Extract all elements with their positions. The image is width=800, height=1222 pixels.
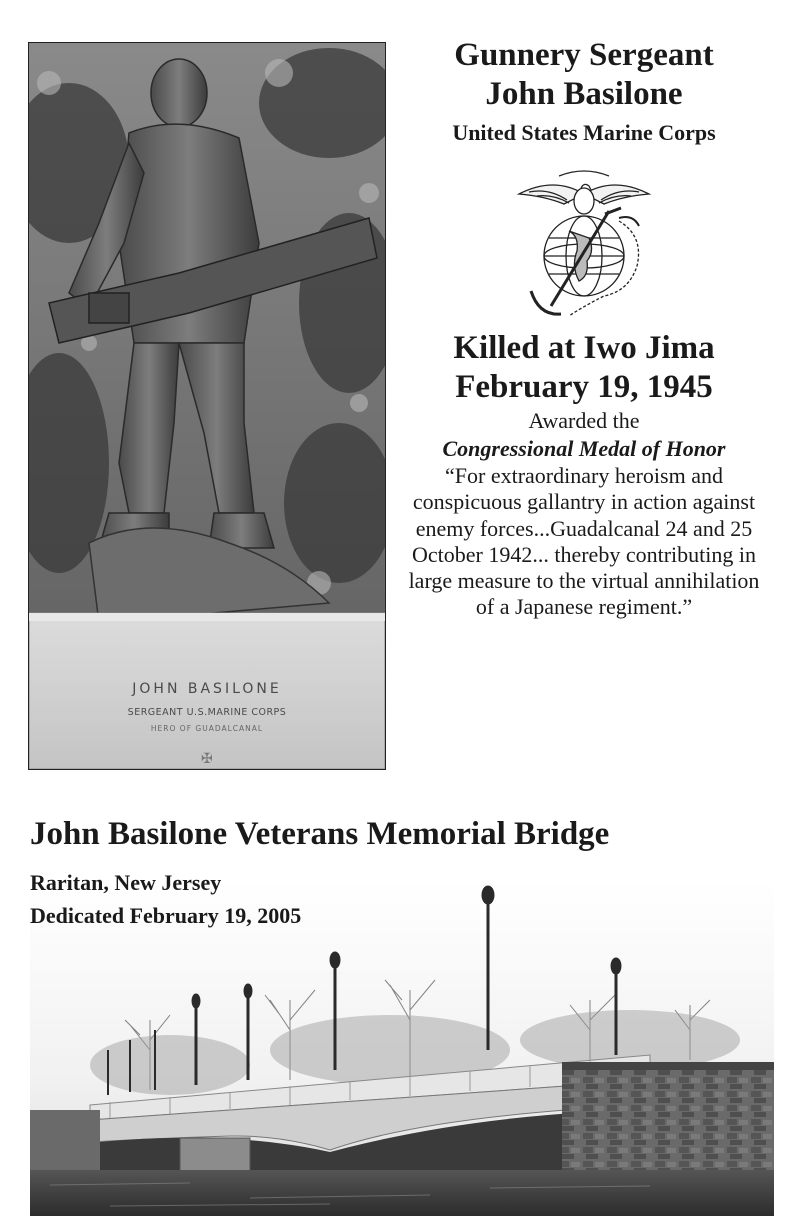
bridge-image <box>30 880 774 1216</box>
bridge-photo <box>30 880 774 1216</box>
statue-photo <box>28 42 386 770</box>
medal-citation: “For extraordinary heroism and conspicuous gallantry in action against enemy forces...Guadalcanal 24 and 25 October 1942... thereby contributing in large measure to the virtual annihilation of a Japanese regiment.” <box>408 463 760 620</box>
bridge-location: Raritan, New Jersey <box>30 870 222 895</box>
rank-heading: Gunnery Sergeant <box>454 37 714 73</box>
plinth-rank: SERGEANT U.S.MARINE CORPS <box>127 707 287 718</box>
awarded-text: Awarded the <box>528 408 640 433</box>
death-date: February 19, 1945 <box>455 369 713 405</box>
service-branch: United States Marine Corps <box>452 120 716 145</box>
medal-name: Congressional Medal of Honor <box>442 436 726 461</box>
bridge-dedication-date: Dedicated February 19, 2005 <box>30 903 302 928</box>
death-heading: Killed at Iwo Jima <box>453 330 715 366</box>
plinth-name: JOHN BASILONE <box>132 681 282 697</box>
bridge-title: John Basilone Veterans Memorial Bridge <box>30 816 610 852</box>
statue-image <box>29 43 385 769</box>
name-heading: John Basilone <box>485 76 683 112</box>
plinth-hero: HERO OF GUADALCANAL <box>150 724 264 733</box>
eagle-globe-anchor-icon <box>509 156 659 326</box>
svg-text:✠: ✠ <box>201 751 213 767</box>
memorial-text-column <box>396 36 772 621</box>
